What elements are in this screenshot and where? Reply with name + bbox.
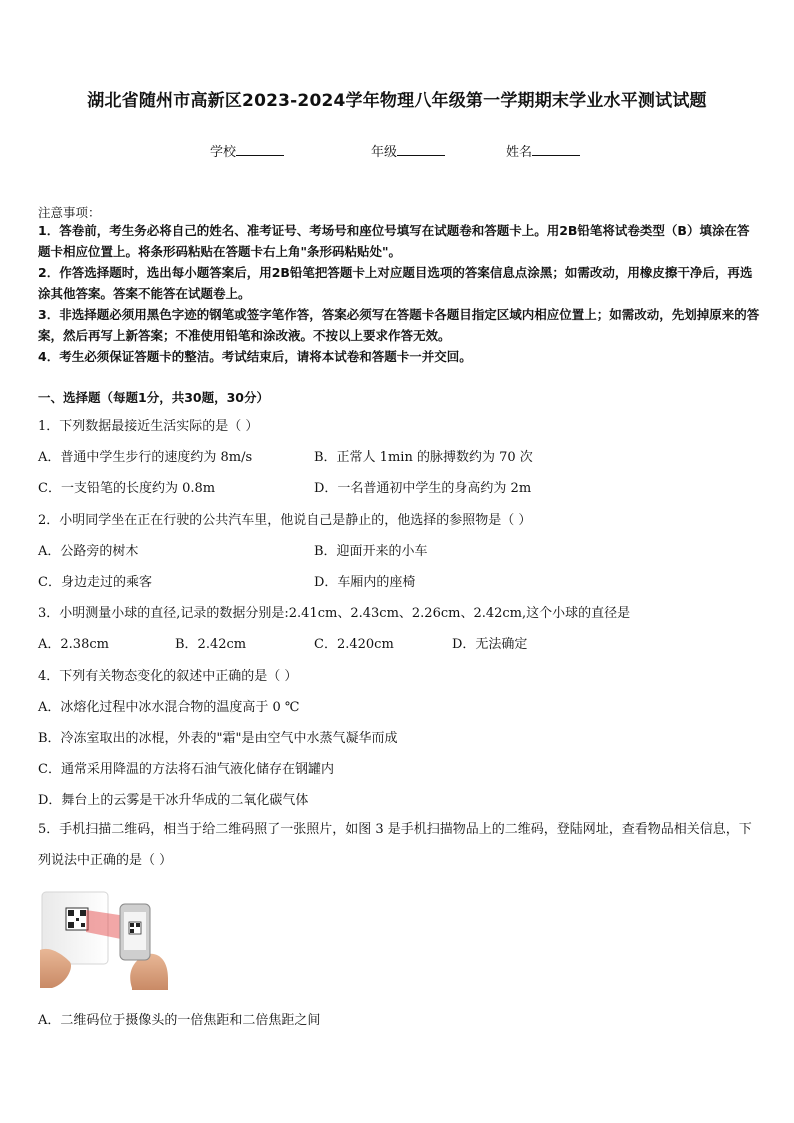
q4-option-d: D．舞台上的云雾是干冰升华成的二氧化碳气体 bbox=[38, 793, 309, 808]
name-label: 姓名 bbox=[506, 145, 533, 160]
grade-field bbox=[371, 141, 445, 160]
q1-option-a: A．普通中学生步行的速度约为 8m/s bbox=[38, 450, 253, 465]
q3-option-c: C．2.420cm bbox=[314, 637, 394, 652]
q1-option-c: C．一支铅笔的长度约为 0.8m bbox=[38, 481, 216, 496]
q2-stem: 2．小明同学坐在正在行驶的公共汽车里，他说自己是静止的，他选择的参照物是（ ） bbox=[38, 513, 532, 528]
notice-item-4: 4．考生必须保证答题卡的整洁。考试结束后，请将本试卷和答题卡一并交回。 bbox=[38, 349, 472, 364]
q4-option-b: B．冷冻室取出的冰棍，外表的"霜"是由空气中水蒸气凝华而成 bbox=[38, 731, 398, 746]
q4-stem: 4．下列有关物态变化的叙述中正确的是（ ） bbox=[38, 669, 298, 684]
q3-option-b: B．2.42cm bbox=[175, 637, 247, 652]
q1-option-d: D．一名普通初中学生的身高约为 2m bbox=[314, 481, 532, 496]
q1-option-b: B．正常人 1min 的脉搏数约为 70 次 bbox=[314, 450, 533, 465]
q3-option-d: D．无法确定 bbox=[452, 637, 528, 652]
grade-blank bbox=[397, 143, 445, 156]
q3-option-a: A．2.38cm bbox=[38, 637, 109, 652]
q5-option-a: A．二维码位于摄像头的一倍焦距和二倍焦距之间 bbox=[38, 1013, 321, 1028]
section-heading: 一、选择题（每题1分，共30题，30分） bbox=[38, 390, 269, 405]
page-title: 湖北省随州市高新区2023-2024学年物理八年级第一学期期末学业水平测试试题 bbox=[87, 91, 707, 111]
notice-item-3: 3．非选择题必须用黑色字迹的钢笔或签字笔作答，答案必须写在答题卡各题目指定区域内相应位置上；如需改动，先划掉原来的答案，然后再写上新答案；不准使用铅笔和涂改液。不按以上要求作答无效。 bbox=[38, 307, 760, 343]
notice-heading: 注意事项： bbox=[38, 205, 101, 220]
q5-stem: 5．手机扫描二维码，相当于给二维码照了一张照片，如图 3 是手机扫描物品上的二维码，登陆网址，查看物品相关信息，下列说法中正确的是（ ） bbox=[38, 822, 752, 868]
grade-label: 年级 bbox=[371, 145, 398, 160]
school-blank bbox=[236, 143, 284, 156]
school-label: 学校 bbox=[210, 145, 237, 160]
q2-option-c: C．身边走过的乘客 bbox=[38, 575, 152, 590]
phone-icon bbox=[120, 904, 150, 960]
qr-code-icon bbox=[66, 908, 88, 930]
q2-option-b: B．迎面开来的小车 bbox=[314, 544, 428, 559]
q3-stem: 3．小明测量小球的直径,记录的数据分别是:2.41cm、2.43cm、2.26cm、2.42cm,这个小球的直径是 bbox=[38, 606, 631, 621]
name-field bbox=[506, 141, 580, 160]
q4-option-a: A．冰熔化过程中冰水混合物的温度高于 0 ℃ bbox=[38, 700, 300, 715]
q1-stem: 1．下列数据最接近生活实际的是（ ） bbox=[38, 419, 259, 434]
name-blank bbox=[532, 143, 580, 156]
q2-option-a: A．公路旁的树木 bbox=[38, 544, 139, 559]
q2-option-d: D．车厢内的座椅 bbox=[314, 575, 416, 590]
notice-item-1: 1．答卷前，考生务必将自己的姓名、准考证号、考场号和座位号填写在试题卷和答题卡上。用2B铅笔将试卷类型（B）填涂在答题卡相应位置上。将条形码粘贴在答题卡右上角"条形码粘贴处"。 bbox=[38, 223, 750, 259]
notice-item-2: 2．作答选择题时，选出每小题答案后，用2B铅笔把答题卡上对应题目选项的答案信息点涂黑；如需改动，用橡皮擦干净后，再选涂其他答案。答案不能答在试题卷上。 bbox=[38, 265, 753, 301]
q4-option-c: C．通常采用降温的方法将石油气液化储存在钢罐内 bbox=[38, 762, 334, 777]
qr-scan-photo bbox=[40, 888, 168, 990]
school-field bbox=[210, 141, 284, 160]
